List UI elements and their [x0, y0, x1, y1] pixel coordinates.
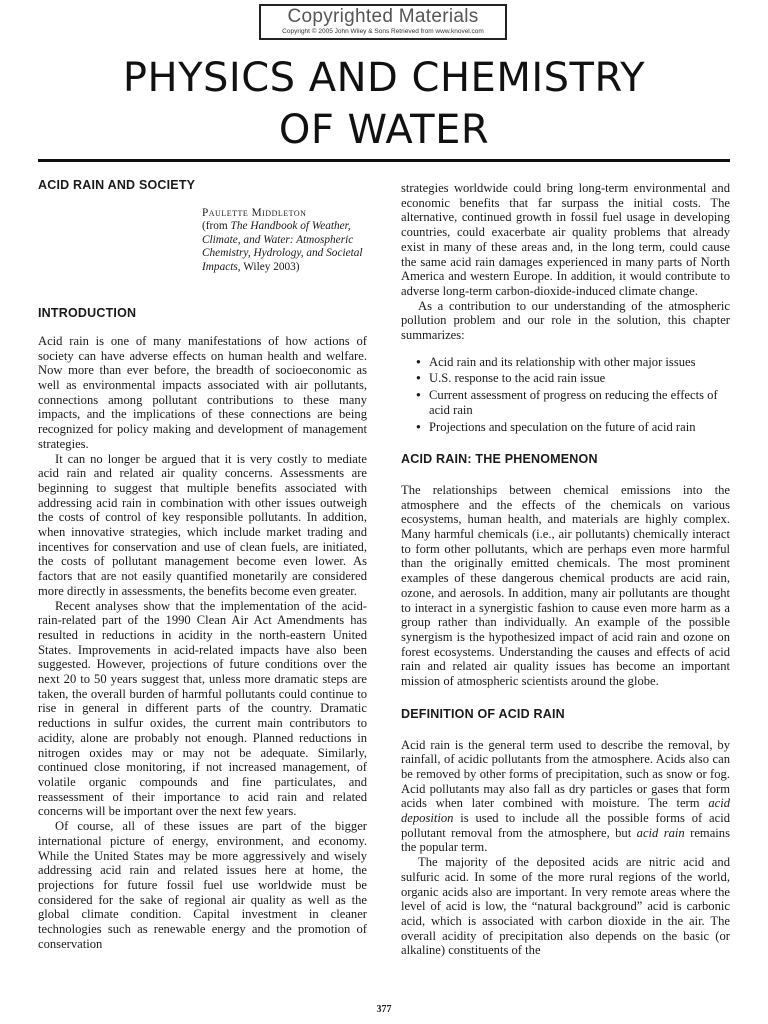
phenomenon-paragraph: The relationships between chemical emissions into the atmosphere and the effects of the chemicals on various ecosystems, human health, and materials are highly complex. Many harmful chemicals (i.e., air pollutants) chemically interact to form other pollutants, which are perhaps even more harmful than the originally emitted chemicals. The most prominent examples of these dangerous chemical products are acid rain, ozone, and aerosols. In addition, many air pollutants are thought to interact in a synergistic fashion to cause even more harm as a group rather than individually. An example of the possible synergism is the hypothesized impact of acid rain and ozone on forest ecosystems. Understanding the causes and effects of acid rain and related air quality issues has become an important mission of atmospheric scientists around the globe. — [401, 482, 730, 689]
list-item: ● Current assessment of progress on reducing the effects of acid rain — [401, 388, 730, 417]
definition-paragraph-1 — [401, 738, 730, 856]
list-item: ● U.S. response to the acid rain issue — [401, 371, 730, 386]
author-name: Paulette Middleton — [202, 206, 307, 219]
definition-paragraph-2: The majority of the deposited acids are nitric acid and sulfuric acid. In some of the more rural regions of the world, organic acids also are important. In very remote areas where the level of acid is low, the “natural background” acid is carbonic acid, which is associated with carbon dioxide in the air. The overall acidity of precipitation also depends on the basic (or alkaline) constituents of the — [401, 855, 730, 958]
book-title-line2: OF WATER — [278, 107, 490, 153]
author-source — [202, 220, 367, 274]
def-text-a: Acid rain is the general term used to describe the removal, by rainfall, of acidic pollutants from the atmosphere. Acids also can be removed by other forms of precipitation, such as snow or fog. Acid pollutants may also fall as dry particles or gases that form acids when later combined with moisture. The term — [401, 737, 730, 811]
intro-heading: INTRODUCTION — [38, 306, 137, 321]
source-title: The Handbook of Weather, Climate, and Water: Atmospheric Chemistry, Hydrology, and Societal Impacts — [202, 220, 363, 273]
summary-list — [401, 355, 730, 435]
definition-heading: DEFINITION OF ACID RAIN — [401, 706, 565, 721]
left-column — [38, 178, 367, 951]
def-text-b: is used to include all the possible forms of acid pollutant removal from the atmosphere, but — [401, 811, 730, 840]
intro-paragraph-4: Of course, all of these issues are part of the bigger international picture of energy, environment, and economy. While the United States may be more aggressively and wisely addressing acid rain and related issues here at home, the projections for future fossil fuel use worldwide must be considered for the sake of regional air quality as well as the global climate condition. Capital investment in cleaner technologies such as renewable energy and the promotion of conservation — [38, 819, 367, 951]
banner-title: Copyrighted Materials — [287, 6, 479, 27]
list-item: ● Acid rain and its relationship with other major issues — [401, 355, 730, 370]
right-column — [401, 181, 730, 958]
intro-paragraph-3: Recent analyses show that the implementation of the acid-rain-related part of the 1990 Clean Air Act Amendments has resulted in reductions in acidity in the north-eastern United States. Improvements in acid-related impacts have also been suggested. However, projections of future conditions over the next 20 to 50 years suggest that, unless more dramatic steps are taken, the overall burden of harmful pollutants could continue to rise in general in different parts of the country. Dramatic reductions in sulfur oxides, the current main contributors to acidity, alone are probably not enough. Planned reductions in nitrogen oxides may or may not be adequate. Similarly, continued close monitoring, if not increased management, of volatile organic compounds and fine particulates, and reassessment of their importance to acid rain and related concerns will be important over the next few years. — [38, 598, 367, 819]
continued-paragraph: strategies worldwide could bring long-term environmental and economic benefits that far surpass the initial costs. The alternative, continued growth in fossil fuel usage in developing countries, could exacerbate air quality problems that already exist in many of these areas and, in the long term, could cause the same acid rain damages experienced in many parts of North America and western Europe. In addition, it would contribute to adverse long-term carbon-dioxide-induced climate change. — [401, 181, 730, 298]
intro-paragraph-2: It can no longer be argued that it is very costly to mediate acid rain and related air quality concerns. Assessments are beginning to suggest that multiple benefits associated with addressing acid rain in combination with other issues outweigh the costs of control of key responsible pollutants. In addition, when innovative strategies, which include market trading and incentives for conservation and use of clean fuels, are initiated, the costs of pollutant management become even lower. As factors that are not easily quantified monetarily are considered more directly in assessments, the benefits become even greater. — [38, 451, 367, 598]
term-acid-rain: acid rain — [636, 825, 685, 840]
copyright-banner — [259, 4, 507, 40]
summary-intro-paragraph: As a contribution to our understanding of the atmospheric pollution problem and our role in the solution, this chapter summarizes: — [401, 298, 730, 343]
term-acid-deposition: acid deposition — [401, 796, 730, 826]
book-title-line1: PHYSICS AND CHEMISTRY — [122, 55, 646, 101]
author-block — [202, 207, 367, 275]
intro-paragraph-1: Acid rain is one of many manifestations of how actions of society can have adverse effects on human health and welfare. Now more than ever before, the breadth of socioeconomic as well as environmental impacts associated with air pollutants, connections among pollutant contributions to these many impacts, and the implications of these connections are being recognized for policy making and development of management strategies. — [38, 333, 367, 451]
title-rule — [38, 159, 730, 162]
page-number: 377 — [376, 1004, 392, 1015]
list-item: ● Projections and speculation on the future of acid rain — [401, 420, 730, 435]
def-text-c: remains the popular term. — [401, 825, 731, 855]
book-title — [0, 52, 768, 156]
section-title: ACID RAIN AND SOCIETY — [38, 178, 196, 192]
banner-notice: Copyright © 2005 John Wiley & Sons Retrieved from www.knovel.com — [282, 28, 484, 35]
phenomenon-heading: ACID RAIN: THE PHENOMENON — [401, 452, 598, 467]
source-suffix: , Wiley 2003) — [237, 260, 300, 273]
source-prefix: (from — [202, 220, 231, 233]
